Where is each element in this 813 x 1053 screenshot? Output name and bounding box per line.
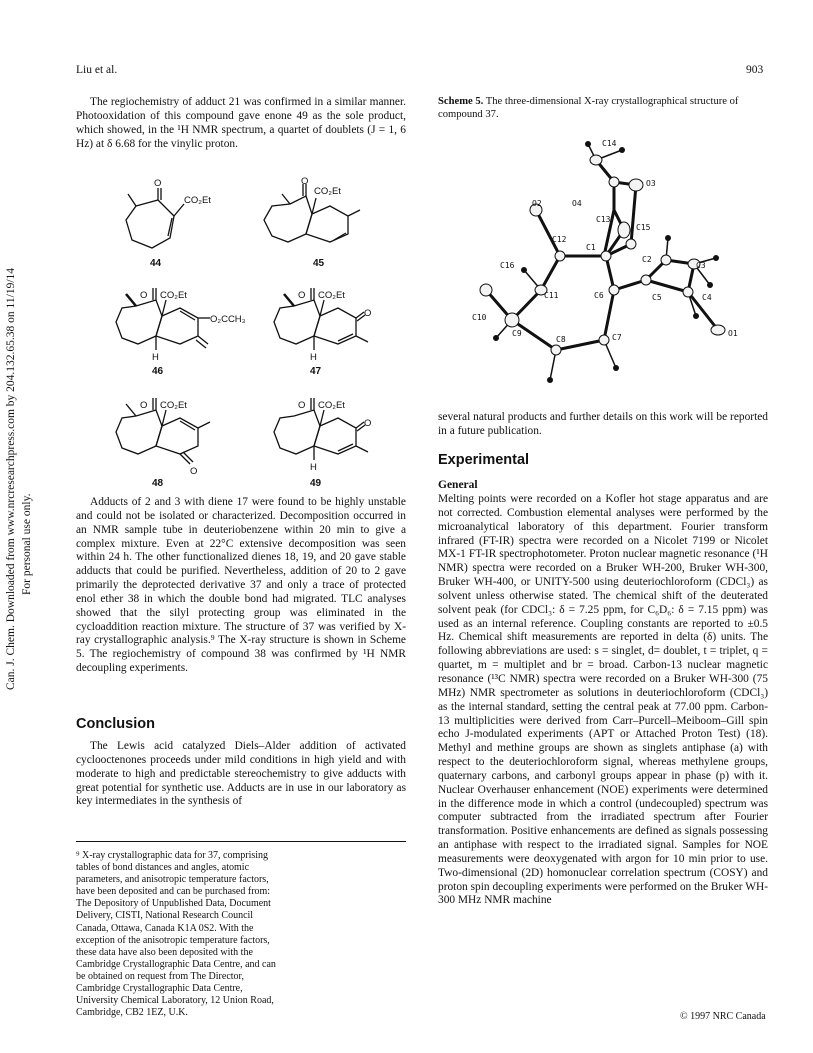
s44-oxygen: O	[154, 178, 162, 189]
scheme-caption-text: The three-dimensional X-ray crystallographical structure of compound 37.	[438, 96, 739, 120]
atom-o1: O1	[728, 329, 738, 338]
atom-c6: C6	[594, 291, 604, 300]
xray-structure	[466, 130, 766, 400]
intro-text: The regiochemistry of adduct 21 was confirmed in a similar manner. Photooxidation of this compound gave enone 49 as the sole product, which showed, in the ¹H NMR spectrum, a quartet of doublets (J = 1, 6 Hz) at δ 6.68 for the vinylic proton.	[76, 96, 406, 150]
structure-47	[274, 288, 371, 377]
atom-c10: C10	[472, 313, 487, 322]
atom-c7: C7	[612, 333, 622, 342]
atom-c13: C13	[596, 215, 611, 224]
atom-c3: C3	[696, 261, 706, 270]
footnote-9: ⁹ X-ray crystallographic data for 37, comprising tables of bond distances and angles, atomic parameters, and anisotropic temperature factors, have been deposited and can be purchased from: The Depository of Unpublished Data, Document Delivery, CISTI, National Research Council Canada, Ottawa, Canada K1A 0S2. With the exception of the anisotropic temperature factors, these data have also been deposited with the Cambridge Crystallographic Data Centre, and can be obtained on request from The Director, Cambridge Crystallographic Data Centre, University Chemical Laboratory, 12 Union Road, Cambridge, CB2 1EZ, U.K.	[76, 850, 276, 1019]
atom-o3: O3	[646, 179, 656, 188]
adducts-text: Adducts of 2 and 3 with diene 17 were found to be highly unstable and could not be isolated or characterized. Decomposition occurred in an NMR sample tube in deuteriobenzene within 20 min to give a complex mixture. Even at 22°C extensive decomposition was seen within 24 h. The other functionalized dienes 18, 19, and 20 gave stable adducts that could be purified. Nevertheless, addition of 20 to 2 gave primarily the deprotected derivative 37 and only a trace of protected enol ether 38 in which the double bond had migrated. TLC analyses showed that the silyl protecting group was eliminated in the cycloaddition reaction mixture. The structure of 37 was verified by X-ray crystallographic analysis.⁹ The X-ray structure is shown in Scheme 5. The regiochemistry of compound 38 was confirmed by ¹H NMR decoupling experiments.	[76, 496, 406, 675]
atom-c1: C1	[586, 243, 596, 252]
footnote-rule	[76, 841, 406, 842]
personal-use-notice: For personal use only.	[21, 493, 33, 595]
s48-oxygen: O	[140, 400, 148, 411]
conclusion-paragraph	[76, 740, 406, 809]
s47-keto-oxygen: O	[364, 308, 372, 319]
atom-c8: C8	[556, 335, 566, 344]
atom-o4: O4	[572, 199, 582, 208]
s49-oxygen: O	[298, 400, 306, 411]
label-48: 48	[152, 478, 164, 488]
s47-hydrogen: H	[310, 352, 317, 363]
atom-c14: C14	[602, 139, 617, 148]
atom-c12: C12	[552, 235, 567, 244]
atom-c4: C4	[702, 293, 712, 302]
adducts-paragraph	[76, 496, 406, 676]
structure-44	[126, 178, 211, 269]
s49-ester: CO₂Et	[318, 400, 345, 411]
s47-oxygen: O	[298, 290, 306, 301]
download-sidebar	[0, 0, 40, 1053]
atom-c5: C5	[652, 293, 662, 302]
s44-ester: CO₂Et	[184, 195, 211, 206]
s46-hydrogen: H	[152, 352, 159, 363]
atom-o2: O2	[532, 199, 542, 208]
compound-structures	[76, 176, 406, 488]
s46-ester: CO₂Et	[160, 290, 187, 301]
s45-oxygen: O	[301, 176, 309, 187]
s48-keto-oxygen: O	[190, 466, 198, 477]
general-paragraph	[438, 493, 768, 908]
continuation-text: several natural products and further details on this work will be reported in a future publication.	[438, 411, 768, 437]
download-notice: Can. J. Chem. Downloaded from www.nrcresearchpress.com by 204.132.65.38 on 11/19/14	[5, 267, 17, 690]
structure-48	[116, 398, 210, 488]
atom-c9: C9	[512, 329, 522, 338]
label-47: 47	[310, 366, 322, 377]
general-text: Melting points were recorded on a Kofler hot stage apparatus and are not corrected. Combustion elemental analyses were performed by the microanalytical laboratory of this department. Fourier transform infrared (FT-IR) spectra were recorded on a Nicolet 7199 or Nicolet MX-1 FT-IR spectrophotometer. Proton nuclear magnetic resonance (¹H NMR) spectra were recorded on a Bruker WH-200, Bruker WH-300, Bruker WH-400, or UNITY-500 using deuteriochloroform (CDCl₃) as solvent unless otherwise stated. The chemical shift of the deuterated solvent peak (for CDCl₃: δ = 7.25 ppm, for C₆D₆: δ = 7.15 ppm) was used as an internal reference. Coupling constants are reported to ±0.5 Hz. Chemical shift measurements are reported in delta (δ) units. The following abbreviations are used: s = singlet, d= doublet, t = triplet, q = quartet, m = multiplet and br = broad. Carbon-13 nuclear magnetic resonance (¹³C NMR) spectra were recorded on a Bruker WH-300 (75 MHz) NMR spectrometer as solutions in deuteriochloroform (CDCl₃) as the internal standard, setting the central peak at 77.00 ppm. Carbon-13 multiplicities were derived from Carr–Purcell–Meiboom–Gill spin echo J-modulated experiments (APT or Attached Proton Test) (18). Methyl and methine groups are shown as singlets antiphase (a) with respect to the deuteriochloroform signal, whereas methylene groups, quaternary carbons, and carbonyl groups appear in phase (p) with it. Nuclear Overhauser enhancement (NOE) experiments were determined in the difference mode in which a control (undecoupled) spectrum was computer subtracted from the irradiated spectrum after Fourier transformation. Positive enhancements are defined as signals possessing an antiphase with respect to the irradiated signal. Samples for NOE measurements were deoxygenated with argon for 10 min prior to use. Two-dimensional (2D) homonuclear correlation spectrum (COSY) and proton spin decoupling experiments were performed on the Bruker WH-300 MHz NMR machine	[438, 493, 768, 907]
s49-hydrogen: H	[310, 462, 317, 473]
copyright: © 1997 NRC Canada	[680, 1011, 766, 1022]
page-number: 903	[746, 64, 764, 76]
scheme-label: Scheme 5.	[438, 96, 484, 107]
label-49: 49	[310, 478, 322, 488]
running-head-authors: Liu et al.	[76, 64, 118, 76]
conclusion-heading: Conclusion	[76, 716, 155, 732]
s46-acetate: O₂CCH₃	[210, 314, 246, 325]
s45-ester: CO₂Et	[314, 186, 341, 197]
s47-ester: CO₂Et	[318, 290, 345, 301]
structure-46	[116, 288, 246, 377]
structure-49	[274, 398, 371, 488]
atom-c11: C11	[544, 291, 559, 300]
s49-keto-oxygen: O	[364, 418, 372, 429]
continuation-paragraph	[438, 411, 768, 439]
experimental-heading: Experimental	[438, 452, 530, 468]
label-45: 45	[313, 258, 325, 269]
atom-c2: C2	[642, 255, 652, 264]
label-44: 44	[150, 258, 162, 269]
atom-c15: C15	[636, 223, 651, 232]
atom-c16: C16	[500, 261, 515, 270]
intro-paragraph	[76, 96, 406, 151]
label-46: 46	[152, 366, 164, 377]
s48-ester: CO₂Et	[160, 400, 187, 411]
s46-oxygen: O	[140, 290, 148, 301]
general-heading: General	[438, 479, 478, 491]
conclusion-text: The Lewis acid catalyzed Diels–Alder addition of activated cyclooctenones proceeds under mild conditions in high yield and with moderate to high and predictable stereochemistry to give adducts with great potential for synthetic use. Adducts are in use in our laboratory as key intermediates in the synthesis of	[76, 740, 406, 808]
structure-45	[264, 176, 360, 269]
scheme-5-caption	[438, 96, 768, 121]
